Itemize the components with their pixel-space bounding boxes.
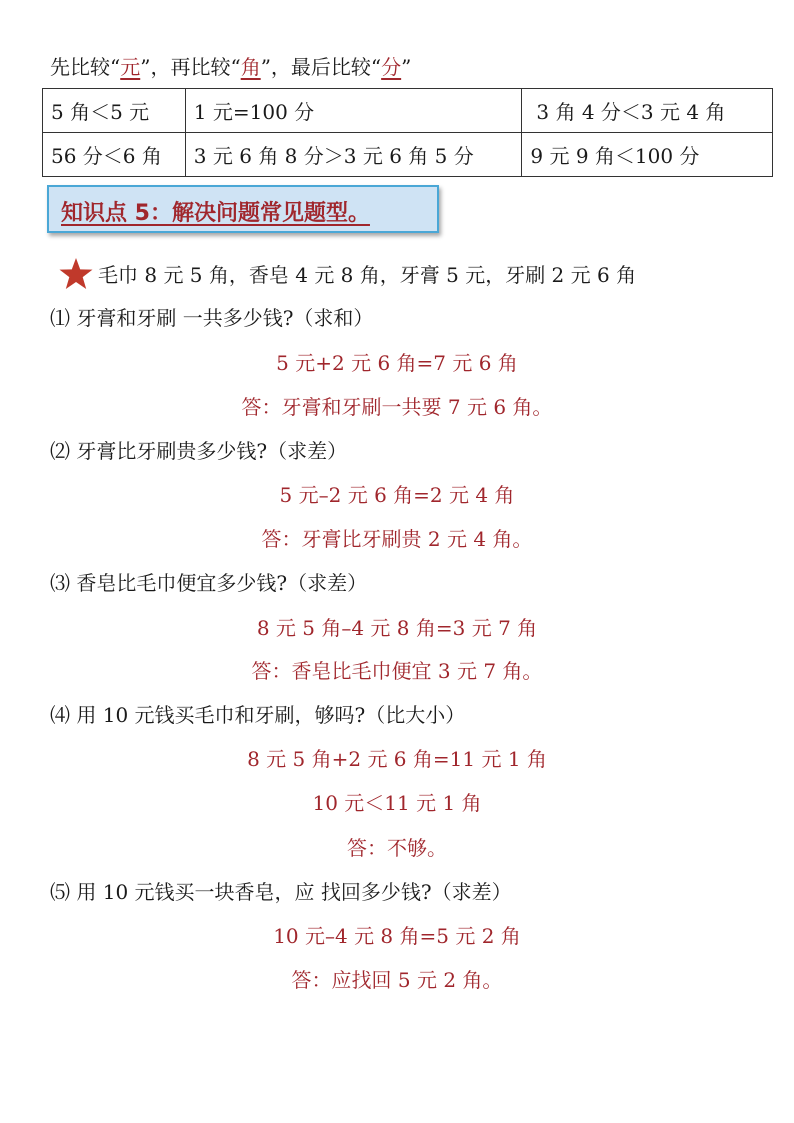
knowledge-point-heading-box (47, 185, 439, 233)
table-cell: 1 元=100 分 (185, 89, 522, 133)
calculation-2: 5 元–2 元 6 角=2 元 4 角 (279, 483, 515, 507)
answer-5: 答：应找回 5 元 2 角。 (291, 968, 503, 992)
calculation-4: 8 元 5 角+2 元 6 角=11 元 1 角 (247, 747, 547, 771)
rule-yuan: 元 (120, 55, 141, 79)
question-5: ⑸ 用 10 元钱买一块香皂，应 找回多少钱?（求差） (50, 880, 512, 904)
table-cell: 3 角 4 分＜3 元 4 角 (522, 89, 773, 133)
rule-text: ” (401, 55, 412, 79)
rule-text: ”，最后比较“ (260, 55, 382, 79)
price-list: 毛巾 8 元 5 角，香皂 4 元 8 角，牙膏 5 元，牙刷 2 元 6 角 (98, 263, 637, 287)
answer-2: 答：牙膏比牙刷贵 2 元 4 角。 (261, 527, 533, 551)
comparison-table (42, 88, 773, 177)
table-row (43, 89, 773, 133)
calculation-3: 8 元 5 角–4 元 8 角=3 元 7 角 (256, 616, 538, 640)
knowledge-point-heading: 知识点 5：解决问题常见题型。 (61, 201, 370, 226)
rule-text: ”，再比较“ (140, 55, 241, 79)
star-icon (58, 257, 94, 291)
comparison-4: 10 元＜11 元 1 角 (312, 791, 482, 815)
rule-fen: 分 (381, 55, 402, 79)
question-1: ⑴ 牙膏和牙刷 一共多少钱?（求和） (50, 306, 374, 330)
answer-1: 答：牙膏和牙刷一共要 7 元 6 角。 (241, 395, 553, 419)
rule-jiao: 角 (240, 55, 261, 79)
question-2: ⑵ 牙膏比牙刷贵多少钱?（求差） (50, 439, 348, 463)
answer-3: 答：香皂比毛巾便宜 3 元 7 角。 (251, 659, 543, 683)
table-cell: 56 分＜6 角 (43, 133, 186, 177)
table-cell: 9 元 9 角＜100 分 (522, 133, 773, 177)
question-4: ⑷ 用 10 元钱买毛巾和牙刷，够吗?（比大小） (50, 703, 466, 727)
rule-text: 先比较“ (50, 55, 121, 79)
table-row (43, 133, 773, 177)
comparison-order-rule (50, 54, 411, 80)
answer-4: 答：不够。 (347, 836, 447, 860)
table-cell: 5 角＜5 元 (43, 89, 186, 133)
question-3: ⑶ 香皂比毛巾便宜多少钱?（求差） (50, 571, 368, 595)
calculation-5: 10 元–4 元 8 角=5 元 2 角 (273, 924, 521, 948)
table-cell: 3 元 6 角 8 分＞3 元 6 角 5 分 (185, 133, 522, 177)
calculation-1: 5 元+2 元 6 角=7 元 6 角 (276, 351, 518, 375)
